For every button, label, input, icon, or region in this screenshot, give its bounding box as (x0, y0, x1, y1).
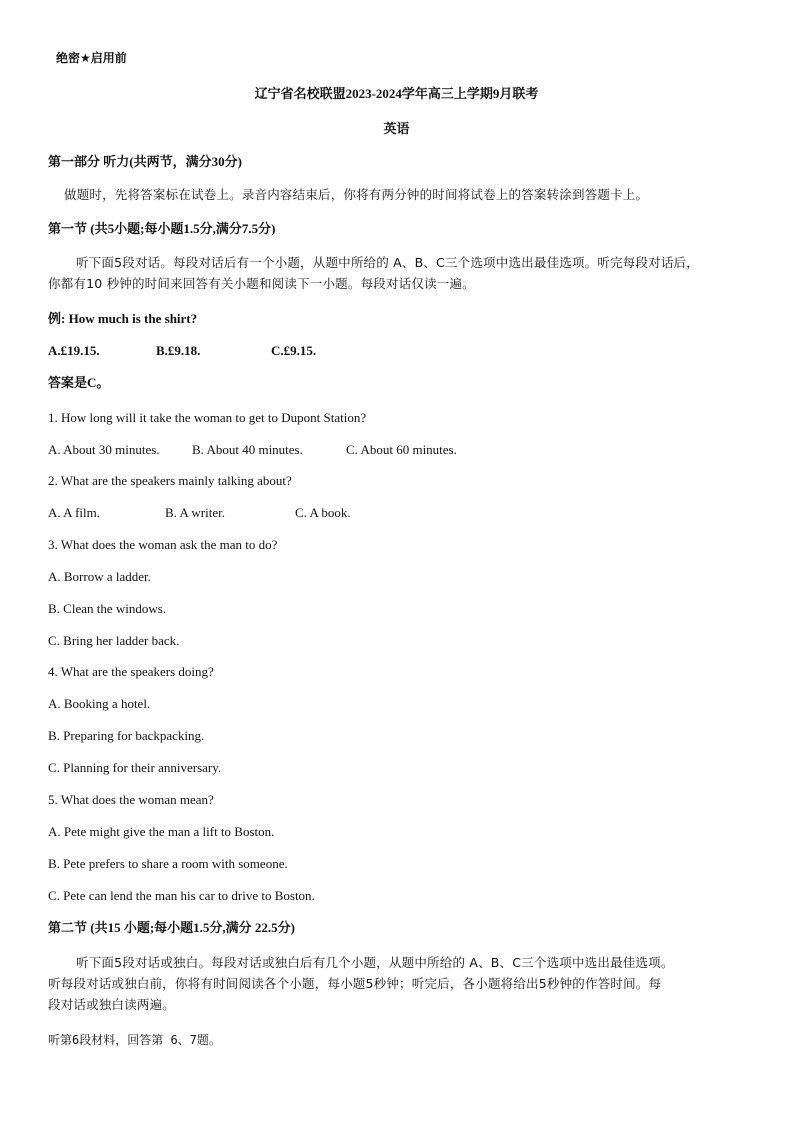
question-1-option-b: B. About 40 minutes. (192, 442, 303, 457)
question-4-stem: 4. What are the speakers doing? (48, 664, 214, 679)
example-answer: 答案是C。 (48, 375, 110, 390)
question-4-option-b: B. Preparing for backpacking. (48, 728, 205, 743)
subject-title: 英语 (383, 121, 410, 136)
question-2-stem: 2. What are the speakers mainly talking about? (48, 473, 292, 488)
section2-instruction-line1: 听下面5段对话或独白。每段对话或独白后有几个小题，从题中所给的 A、B、C三个选项中选出最佳选项。 (76, 955, 674, 970)
question-5-option-b: B. Pete prefers to share a room with someone. (48, 856, 288, 871)
material-6-note: 听第6段材料，回答第 6、7题。 (48, 1033, 221, 1047)
section1-instruction-line2: 你都有10 秒钟的时间来回答有关小题和阅读下一小题。每段对话仅读一遍。 (48, 276, 475, 291)
question-2-option-b: B. A writer. (165, 505, 225, 520)
example-option-c: C.£9.15. (271, 343, 317, 358)
question-5-option-a: A. Pete might give the man a lift to Boston. (48, 824, 275, 839)
section2-heading: 第二节 (共15 小题;每小题1.5分,满分 22.5分) (48, 920, 295, 935)
part1-instruction: 做题时，先将答案标在试卷上。录音内容结束后，你将有两分钟的时间将试卷上的答案转涂到答题卡上。 (64, 187, 649, 202)
question-4-option-c: C. Planning for their anniversary. (48, 760, 222, 775)
question-1-stem: 1. How long will it take the woman to get to Dupont Station? (48, 410, 367, 425)
question-3-stem: 3. What does the woman ask the man to do? (48, 537, 278, 552)
question-2-option-c: C. A book. (295, 505, 351, 520)
section1-instruction-line1: 听下面5段对话。每段对话后有一个小题，从题中所给的 A、B、C三个选项中选出最佳选项。听完每段对话后， (76, 255, 699, 270)
section1-heading: 第一节 (共5小题;每小题1.5分,满分7.5分) (48, 221, 276, 236)
question-5-stem: 5. What does the woman mean? (48, 792, 214, 807)
question-1-option-a: A. About 30 minutes. (48, 442, 160, 457)
question-2-option-a: A. A film. (48, 505, 101, 520)
example-option-b: B.£9.18. (156, 343, 201, 358)
section2-instruction-line2: 听每段对话或独白前，你将有时间阅读各个小题，每小题5秒钟；听完后，各小题将给出5秒钟的作答时间。每 (48, 976, 662, 991)
section2-instruction-line3: 段对话或独白读两遍。 (48, 997, 176, 1012)
example-question: 例: How much is the shirt? (48, 311, 198, 326)
question-4-option-a: A. Booking a hotel. (48, 696, 151, 711)
question-3-option-a: A. Borrow a ladder. (48, 569, 151, 584)
question-3-option-b: B. Clean the windows. (48, 601, 167, 616)
exam-title: 辽宁省名校联盟2023-2024学年高三上学期9月联考 (254, 86, 539, 101)
secret-label: 绝密★启用前 (56, 51, 127, 65)
question-5-option-c: C. Pete can lend the man his car to drive to Boston. (48, 888, 315, 903)
question-1-option-c: C. About 60 minutes. (346, 442, 457, 457)
example-option-a: A.£19.15. (48, 343, 100, 358)
question-3-option-c: C. Bring her ladder back. (48, 633, 180, 648)
part1-heading: 第一部分 听力(共两节，满分30分) (48, 154, 242, 169)
